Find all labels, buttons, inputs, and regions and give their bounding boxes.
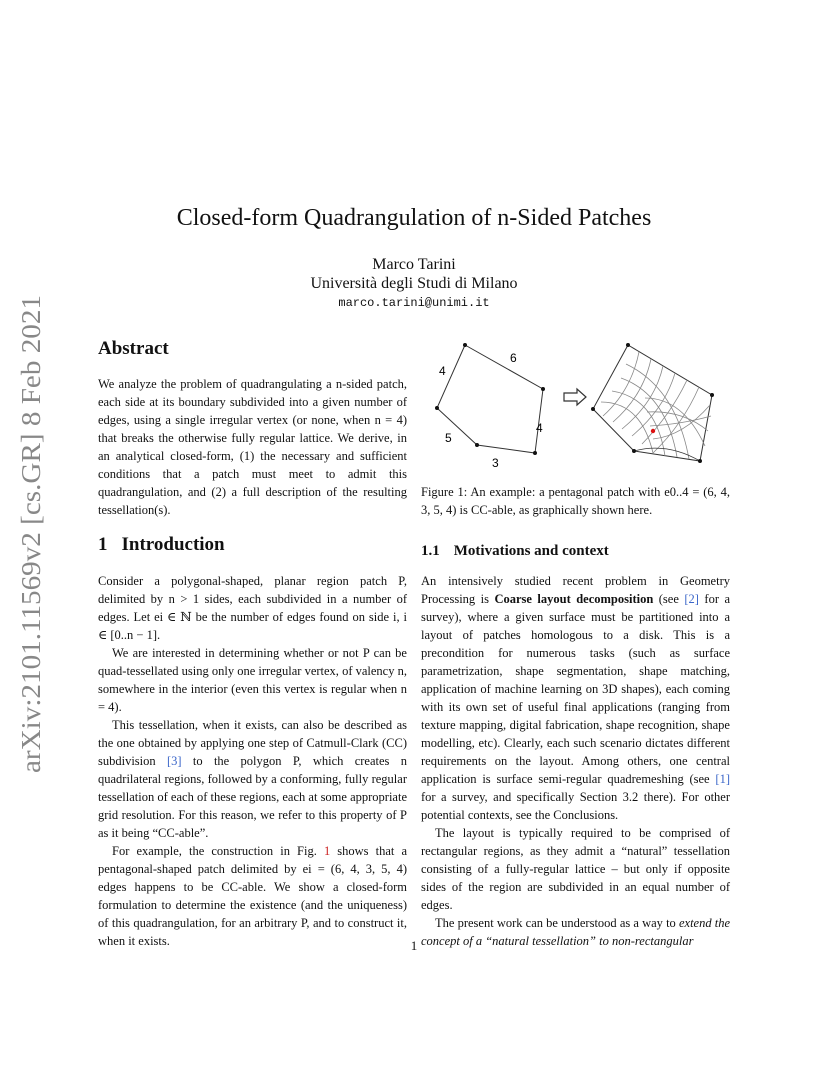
arxiv-identifier-text: arXiv:2101.11569v2 [cs.GR] 8 Feb 2021 <box>16 330 46 773</box>
edge-label: 4 <box>439 364 446 378</box>
motivations-text <box>421 572 730 950</box>
introduction-text <box>98 572 407 950</box>
paper-title: Closed-form Quadrangulation of n-Sided Patches <box>176 205 652 231</box>
author-email: marco.tarini@unimi.it <box>338 296 490 310</box>
section-heading-motivations <box>421 543 609 560</box>
irregular-vertex <box>651 429 655 433</box>
text-span: For example, the construction in Fig. <box>112 844 324 858</box>
text-span: for a survey), where a given surface must be partitioned into a layout of patches homologous to a disk. This is a precondition for numerous tasks (such as surface parametrization, shape segmentation, shape matching, application of machine learning on 3D shapes), each coming with its own set of useful final applications (ranging from texture mapping, digital fabrication, shape recognition, shape modelling, etc). Clearly, each such scenario dictates different requirements on the layout. Among others, one central application is surface semi-regular quadremeshing (see <box>421 592 730 786</box>
text-span: shows that a pentagonal-shaped patch delimited by ei = (6, 4, 3, 5, 4) edges happens to be CC-able. We show a closed-form formulation to determine the existence (and the uniqueness) of this quadrangulation, for an arbitrary P, and to construct it, when it exists. <box>98 844 407 948</box>
italic-text: extend the concept of a “natural tessellation” to non-rectangular <box>421 916 731 948</box>
pentagon-vertex <box>463 343 467 347</box>
section-heading-introduction <box>98 534 225 556</box>
patch-vertex <box>632 449 636 453</box>
bold-term: Coarse layout decomposition <box>494 592 654 606</box>
text-span: (see <box>653 592 685 606</box>
pentagon-vertex <box>435 406 439 410</box>
patch-vertex <box>591 407 595 411</box>
figure-1 <box>421 336 730 476</box>
figure-reference-link[interactable]: 1 <box>323 844 331 858</box>
abstract-text <box>98 375 407 519</box>
patch-vertex <box>626 343 630 347</box>
section-title: Motivations and context <box>453 543 609 559</box>
text-span: to the polygon P, which creates n quadrilateral regions, followed by a conforming, fully regular tessellation of each of these regions, each at some appropriate grid resolution. For this reason, we refer to this property of P as it being “CC-able”. <box>98 754 407 840</box>
edge-label: 3 <box>492 456 499 470</box>
motivations-paragraph-2: The layout is typically required to be comprised of rectangular regions, as they admit a “natural” tessellation consisting of a fully-regular lattice – but only if opposite sides of the region are subdivided in an equal number of edges. <box>421 826 730 912</box>
section-title: Introduction <box>121 534 225 555</box>
abstract-heading: Abstract <box>98 338 169 359</box>
arrow-icon <box>564 389 586 405</box>
pentagon-vertex <box>475 443 479 447</box>
edge-label: 6 <box>510 351 517 365</box>
patch-vertex <box>698 459 702 463</box>
intro-paragraph-1: Consider a polygonal-shaped, planar region patch P, delimited by n > 1 sides, each subdivided in a number of edges. Let ei ∈ ℕ be the number of edges found on side i, i ∈ [0..n − 1]. <box>98 574 407 642</box>
pentagon-vertex <box>533 451 537 455</box>
author-affiliation: Università degli Studi di Milano <box>310 275 518 292</box>
edge-label: 5 <box>445 431 452 445</box>
text-span: This tessellation, when it exists, can also be described as the one obtained by applying one step of Catmull-Clark (CC) subdivision <box>98 718 407 768</box>
motivations-paragraph-1 <box>421 572 730 824</box>
arxiv-identifier <box>10 295 50 775</box>
section-number: 1 <box>98 534 108 555</box>
section-number: 1.1 <box>421 543 440 559</box>
patch-vertex <box>710 393 714 397</box>
quadrangulated-patch <box>593 345 712 461</box>
citation-link[interactable]: [1] <box>715 772 730 786</box>
text-span: for a survey, and specifically Section 3.2 there). For other potential contexts, see the Conclusions. <box>421 790 730 822</box>
author-name: Marco Tarini <box>372 256 456 273</box>
abstract-paragraph: We analyze the problem of quadrangulating a n-sided patch, each side at its boundary subdivided into a given number of edges, using a single irregular vertex (or none, when n = 4) that breaks the otherwise fully regular lattice. We derive, in an analytical closed-form, (1) the necessary and sufficient conditions that a patch must meet to admit this quadrangulation, and (2) a full description of the resulting tessellation(s). <box>98 377 407 517</box>
citation-link[interactable]: [3] <box>166 754 182 768</box>
edge-label: 4 <box>536 421 543 435</box>
text-span: An intensively studied recent problem in Geometry Processing is <box>421 574 730 606</box>
figure-1-caption: Figure 1: An example: a pentagonal patch with e0..4 = (6, 4, 3, 5, 4) is CC-able, as graphically shown here. <box>421 485 730 517</box>
pentagon-vertex <box>541 387 545 391</box>
text-span: The present work can be understood as a way to <box>435 916 679 930</box>
figure-1-diagram <box>421 336 730 476</box>
pentagon-patch <box>437 345 543 453</box>
citation-link[interactable]: [2] <box>684 592 699 606</box>
intro-paragraph-2: We are interested in determining whether or not P can be quad-tessellated using only one irregular vertex, of valency n, somewhere in the interior (even this vertex is regular when n = 4). <box>98 646 407 714</box>
intro-paragraph-4 <box>98 842 407 950</box>
intro-paragraph-3 <box>98 716 407 842</box>
page-number: 1 <box>410 938 418 953</box>
